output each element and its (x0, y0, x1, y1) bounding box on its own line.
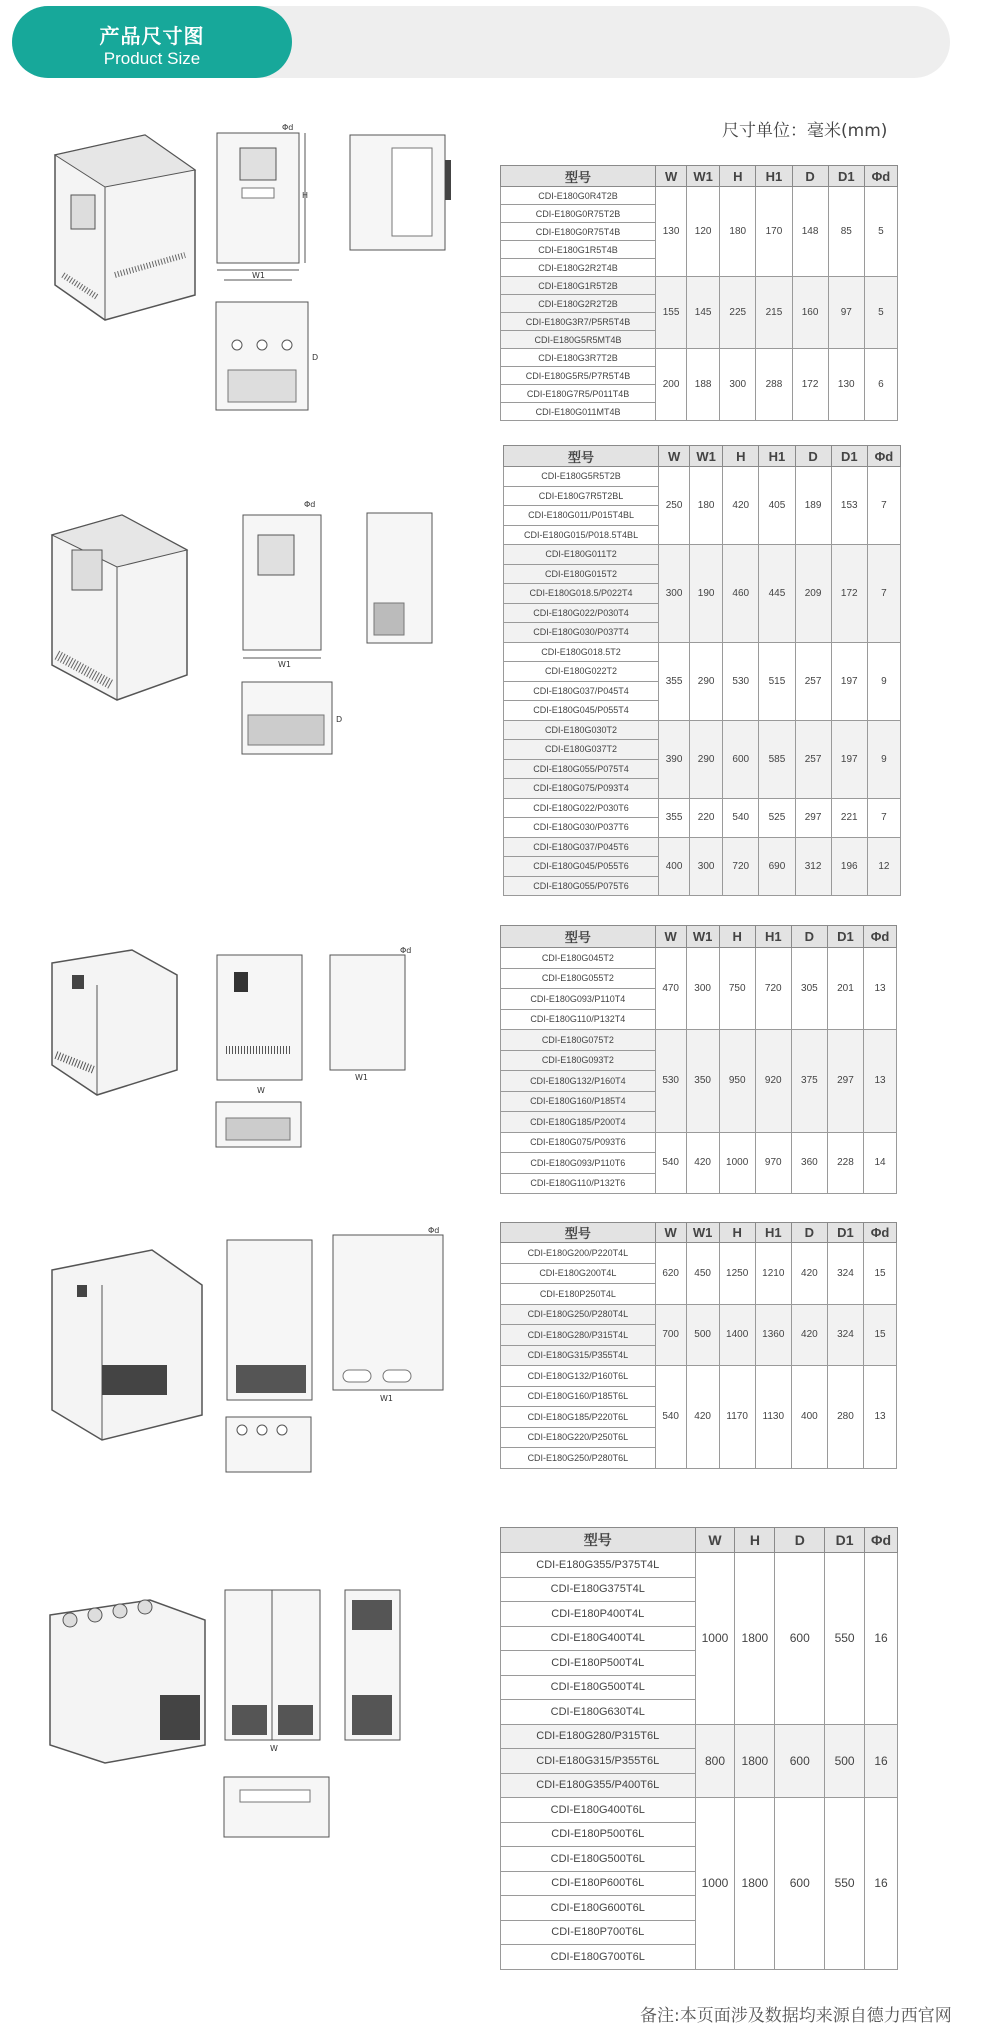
model-cell: CDI-E180G400T6L (501, 1798, 696, 1823)
dimension-cell: 360 (791, 1132, 827, 1194)
model-cell: CDI-E180G185/P220T6L (501, 1407, 656, 1428)
table-row (504, 642, 901, 662)
dimension-cell: 201 (827, 948, 863, 1030)
dimension-cell: 180 (720, 187, 756, 277)
table-header-cell: W (656, 166, 687, 187)
dim-label-w1-4: W1 (380, 1394, 393, 1403)
dimension-cell: 7 (867, 467, 900, 545)
table-row (501, 1724, 898, 1749)
model-cell: CDI-E180G500T4L (501, 1675, 696, 1700)
model-cell: CDI-E180G037/P045T4 (504, 681, 659, 701)
model-cell: CDI-E180G5R5T2B (504, 467, 659, 487)
model-cell: CDI-E180G011MT4B (501, 403, 656, 421)
model-cell: CDI-E180G037T2 (504, 740, 659, 760)
dimension-cell: 305 (791, 948, 827, 1030)
model-cell: CDI-E180G1R5T4B (501, 241, 656, 259)
dimension-cell: 180 (690, 467, 723, 545)
dimension-cell: 500 (825, 1724, 865, 1798)
dimension-cell: 420 (686, 1132, 719, 1194)
table-header-cell: H (735, 1528, 775, 1553)
table-row (504, 467, 901, 487)
table-header-cell: W1 (686, 926, 719, 948)
dimension-cell: 197 (831, 720, 867, 798)
dimension-cell: 540 (655, 1132, 686, 1194)
model-cell: CDI-E180G075T2 (501, 1030, 656, 1051)
model-cell: CDI-E180P700T6L (501, 1920, 696, 1945)
inverter-bottom-view-5 (220, 1775, 340, 1845)
dimension-cell: 720 (723, 837, 759, 896)
model-cell: CDI-E180G132/P160T6L (501, 1366, 656, 1387)
dimension-cell: 350 (686, 1030, 719, 1133)
dimension-cell: 215 (756, 277, 792, 349)
model-cell: CDI-E180G220/P250T6L (501, 1427, 656, 1448)
model-cell: CDI-E180G280/P315T6L (501, 1724, 696, 1749)
spec-table-1 (500, 165, 898, 421)
dimension-cell: 7 (867, 798, 900, 837)
model-cell: CDI-E180G7R5T2BL (504, 486, 659, 506)
dimension-cell: 620 (655, 1243, 686, 1305)
dimension-cell: 375 (791, 1030, 827, 1133)
table-header-cell: D (791, 926, 827, 948)
model-cell: CDI-E180G630T4L (501, 1700, 696, 1725)
dimension-cell: 7 (867, 545, 900, 643)
dimension-cell: 1250 (719, 1243, 755, 1305)
model-cell: CDI-E180G700T6L (501, 1945, 696, 1970)
model-cell: CDI-E180G037/P045T6 (504, 837, 659, 857)
model-cell: CDI-E180G0R4T2B (501, 187, 656, 205)
dim-label-h: H (302, 191, 309, 200)
model-cell: CDI-E180G5R5/P7R5T4B (501, 367, 656, 385)
dimension-cell: 1170 (719, 1366, 755, 1469)
dimension-cell: 550 (825, 1798, 865, 1970)
model-cell: CDI-E180G022T2 (504, 662, 659, 682)
dimension-cell: 13 (864, 1366, 897, 1469)
table-header-cell: W (655, 1223, 686, 1243)
model-cell: CDI-E180P500T6L (501, 1822, 696, 1847)
table-header-cell: D (792, 166, 828, 187)
model-cell: CDI-E180G160/P185T4 (501, 1091, 656, 1112)
table-header-cell: W (695, 1528, 735, 1553)
dimension-cell: 220 (690, 798, 723, 837)
dimension-cell: 145 (687, 277, 720, 349)
dimension-cell: 515 (759, 642, 795, 720)
dimension-cell: 290 (690, 720, 723, 798)
table-header-cell: H (723, 446, 759, 467)
inverter-iso-view-3 (42, 945, 182, 1105)
model-cell: CDI-E180G315/P355T6L (501, 1749, 696, 1774)
model-cell: CDI-E180G110/P132T4 (501, 1009, 656, 1030)
dim-label-phi-d-2: Φd (304, 500, 316, 509)
dimension-cell: 9 (867, 720, 900, 798)
model-cell: CDI-E180G200T4L (501, 1263, 656, 1284)
dimension-cell: 288 (756, 349, 792, 421)
model-cell: CDI-E180G160/P185T6L (501, 1386, 656, 1407)
dimension-cell: 297 (795, 798, 831, 837)
model-cell: CDI-E180G030T2 (504, 720, 659, 740)
dimension-cell: 324 (827, 1243, 863, 1305)
model-cell: CDI-E180G355/P400T6L (501, 1773, 696, 1798)
model-cell: CDI-E180G110/P132T6 (501, 1173, 656, 1194)
dimension-cell: 540 (723, 798, 759, 837)
table-header-cell: Φd (865, 1528, 898, 1553)
table-row (501, 1030, 897, 1051)
table-row (501, 1243, 897, 1264)
dimension-cell: 450 (686, 1243, 719, 1305)
model-cell: CDI-E180G400T4L (501, 1626, 696, 1651)
dim-label-w-5: W (270, 1744, 278, 1753)
inverter-iso-view-1 (35, 125, 205, 325)
dimension-cell: 445 (759, 545, 795, 643)
dimension-cell: 200 (656, 349, 687, 421)
model-cell: CDI-E180G015T2 (504, 564, 659, 584)
model-cell: CDI-E180P600T6L (501, 1871, 696, 1896)
table-header-cell: 型号 (501, 166, 656, 187)
dimension-cell: 530 (723, 642, 759, 720)
inverter-iso-view-5 (40, 1595, 210, 1765)
table-row (504, 798, 901, 818)
dimension-cell: 196 (831, 837, 867, 896)
inverter-iso-view-2 (42, 505, 192, 705)
dimension-cell: 13 (864, 1030, 897, 1133)
dimension-cell: 197 (831, 642, 867, 720)
table-header-cell: D (791, 1223, 827, 1243)
model-cell: CDI-E180G055/P075T6 (504, 876, 659, 896)
dimension-cell: 14 (864, 1132, 897, 1194)
dimension-cell: 720 (755, 948, 791, 1030)
dimension-cell: 312 (795, 837, 831, 896)
table-header-cell: Φd (864, 926, 897, 948)
inverter-side-view-3 (325, 945, 425, 1085)
table-header-cell: H (719, 1223, 755, 1243)
table-header-cell: D1 (828, 166, 864, 187)
table-row (501, 187, 898, 205)
dimension-cell: 1400 (719, 1304, 755, 1366)
table-row (501, 1366, 897, 1387)
model-cell: CDI-E180G075/P093T4 (504, 779, 659, 799)
model-cell: CDI-E180G250/P280T4L (501, 1304, 656, 1325)
dimension-cell: 525 (759, 798, 795, 837)
model-cell: CDI-E180G200/P220T4L (501, 1243, 656, 1264)
table-row (501, 1553, 898, 1578)
inverter-front-view-2 (238, 495, 338, 675)
inverter-iso-view-4 (42, 1245, 207, 1445)
dimension-cell: 400 (791, 1366, 827, 1469)
model-cell: CDI-E180G250/P280T6L (501, 1448, 656, 1469)
table-header-cell: W (659, 446, 690, 467)
model-cell: CDI-E180G0R75T2B (501, 205, 656, 223)
dimension-cell: 120 (687, 187, 720, 277)
model-cell: CDI-E180G022/P030T4 (504, 603, 659, 623)
dimension-cell: 172 (831, 545, 867, 643)
dimension-cell: 172 (792, 349, 828, 421)
dimension-cell: 97 (828, 277, 864, 349)
dim-label-phi-d: Φd (282, 123, 294, 132)
model-cell: CDI-E180P400T4L (501, 1602, 696, 1627)
dimension-cell: 170 (756, 187, 792, 277)
model-cell: CDI-E180G011T2 (504, 545, 659, 565)
dimension-cell: 1000 (695, 1798, 735, 1970)
dim-label-w1-3: W1 (355, 1073, 368, 1082)
table-header-cell: D1 (825, 1528, 865, 1553)
inverter-front-view-4 (222, 1235, 322, 1405)
model-cell: CDI-E180G132/P160T4 (501, 1071, 656, 1092)
model-cell: CDI-E180P500T4L (501, 1651, 696, 1676)
dimension-cell: 155 (656, 277, 687, 349)
model-cell: CDI-E180G045/P055T4 (504, 701, 659, 721)
dimension-cell: 85 (828, 187, 864, 277)
dimension-cell: 470 (655, 948, 686, 1030)
model-cell: CDI-E180G015/P018.5T4BL (504, 525, 659, 545)
model-cell: CDI-E180G011/P015T4BL (504, 506, 659, 526)
model-cell: CDI-E180G185/P200T4 (501, 1112, 656, 1133)
dimension-cell: 550 (825, 1553, 865, 1725)
section-title-pill (12, 6, 292, 78)
spec-table-4 (500, 1222, 897, 1469)
table-header-cell: 型号 (501, 1528, 696, 1553)
dimension-cell: 257 (795, 642, 831, 720)
table-header-cell: Φd (864, 1223, 897, 1243)
dimension-cell: 228 (827, 1132, 863, 1194)
dimension-cell: 6 (864, 349, 897, 421)
dimension-cell: 950 (719, 1030, 755, 1133)
dimension-cell: 12 (867, 837, 900, 896)
dim-label-d: D (312, 353, 319, 362)
section-title-en: Product Size (103, 49, 201, 68)
dimension-cell: 750 (719, 948, 755, 1030)
dimension-cell: 355 (659, 642, 690, 720)
model-cell: CDI-E180P250T4L (501, 1284, 656, 1305)
table-header-cell: H (720, 166, 756, 187)
inverter-front-view-3 (212, 950, 312, 1100)
table-header-cell: W1 (690, 446, 723, 467)
dimension-cell: 16 (865, 1724, 898, 1798)
dimension-cell: 600 (775, 1724, 825, 1798)
model-cell: CDI-E180G2R2T4B (501, 259, 656, 277)
dim-label-w: W1 (252, 271, 265, 280)
spec-table-5 (500, 1527, 898, 1970)
dimension-cell: 530 (655, 1030, 686, 1133)
dimension-cell: 160 (792, 277, 828, 349)
dimension-cell: 800 (695, 1724, 735, 1798)
dim-label-phi-d-4: Φd (428, 1226, 440, 1235)
table-row (501, 948, 897, 969)
model-cell: CDI-E180G055T2 (501, 968, 656, 989)
model-cell: CDI-E180G075/P093T6 (501, 1132, 656, 1153)
dimension-cell: 5 (864, 187, 897, 277)
dimension-cell: 460 (723, 545, 759, 643)
dimension-cell: 290 (690, 642, 723, 720)
dimension-cell: 1800 (735, 1553, 775, 1725)
dimension-cell: 5 (864, 277, 897, 349)
table-row (504, 720, 901, 740)
dimension-cell: 300 (720, 349, 756, 421)
model-cell: CDI-E180G315/P355T4L (501, 1345, 656, 1366)
dimension-cell: 540 (655, 1366, 686, 1469)
dimension-cell: 300 (659, 545, 690, 643)
dimension-cell: 16 (865, 1798, 898, 1970)
section-title-cn: 产品尺寸图 (99, 24, 205, 48)
model-cell: CDI-E180G045/P055T6 (504, 857, 659, 877)
dimension-cell: 1800 (735, 1724, 775, 1798)
dimension-cell: 420 (686, 1366, 719, 1469)
model-cell: CDI-E180G280/P315T4L (501, 1325, 656, 1346)
dimension-cell: 15 (864, 1243, 897, 1305)
dimension-cell: 690 (759, 837, 795, 896)
dimension-cell: 405 (759, 467, 795, 545)
model-cell: CDI-E180G093/P110T6 (501, 1153, 656, 1174)
dimension-cell: 324 (827, 1304, 863, 1366)
dim-label-w1-2: W1 (278, 660, 291, 669)
dimension-cell: 300 (686, 948, 719, 1030)
table-row (504, 545, 901, 565)
dim-label-phi-d-3: Φd (400, 946, 412, 955)
inverter-front-view-1 (212, 118, 312, 288)
table-row (501, 349, 898, 367)
table-header-cell: D (775, 1528, 825, 1553)
dimension-cell: 400 (659, 837, 690, 896)
dimension-cell: 189 (795, 467, 831, 545)
table-row (501, 1798, 898, 1823)
table-header-cell: W1 (687, 166, 720, 187)
model-cell: CDI-E180G093T2 (501, 1050, 656, 1071)
dimension-cell: 225 (720, 277, 756, 349)
table-header-cell: H (719, 926, 755, 948)
dimension-cell: 148 (792, 187, 828, 277)
table-row (501, 1304, 897, 1325)
dimension-cell: 420 (791, 1243, 827, 1305)
spec-table-3 (500, 925, 897, 1194)
table-header-cell: D1 (827, 1223, 863, 1243)
dimension-cell: 190 (690, 545, 723, 643)
inverter-bottom-view-4 (222, 1415, 322, 1475)
dimension-cell: 221 (831, 798, 867, 837)
dimension-cell: 1000 (719, 1132, 755, 1194)
dimension-cell: 209 (795, 545, 831, 643)
dimension-cell: 13 (864, 948, 897, 1030)
dimension-cell: 390 (659, 720, 690, 798)
inverter-side-view-5 (340, 1585, 410, 1755)
table-header-cell: 型号 (501, 926, 656, 948)
dimension-cell: 420 (791, 1304, 827, 1366)
table-header-cell: 型号 (504, 446, 659, 467)
dimension-cell: 280 (827, 1366, 863, 1469)
table-header-cell: Φd (867, 446, 900, 467)
table-row (504, 837, 901, 857)
inverter-side-view-4 (328, 1225, 453, 1405)
model-cell: CDI-E180G018.5T2 (504, 642, 659, 662)
model-cell: CDI-E180G3R7/P5R5T4B (501, 313, 656, 331)
dimension-cell: 585 (759, 720, 795, 798)
model-cell: CDI-E180G5R5MT4B (501, 331, 656, 349)
table-header-cell: H1 (759, 446, 795, 467)
inverter-front-view-5 (220, 1585, 330, 1755)
dimension-cell: 153 (831, 467, 867, 545)
model-cell: CDI-E180G018.5/P022T4 (504, 584, 659, 604)
model-cell: CDI-E180G030/P037T6 (504, 818, 659, 838)
model-cell: CDI-E180G600T6L (501, 1896, 696, 1921)
dimension-cell: 970 (755, 1132, 791, 1194)
dimension-cell: 1210 (755, 1243, 791, 1305)
dimension-cell: 600 (775, 1798, 825, 1970)
model-cell: CDI-E180G375T4L (501, 1577, 696, 1602)
dimension-cell: 920 (755, 1030, 791, 1133)
dimension-cell: 700 (655, 1304, 686, 1366)
spec-table-2 (503, 445, 901, 896)
dimension-cell: 500 (686, 1304, 719, 1366)
model-cell: CDI-E180G3R7T2B (501, 349, 656, 367)
dimension-cell: 188 (687, 349, 720, 421)
table-row (501, 1132, 897, 1153)
dimension-cell: 355 (659, 798, 690, 837)
dimension-cell: 1800 (735, 1798, 775, 1970)
model-cell: CDI-E180G093/P110T4 (501, 989, 656, 1010)
dimension-cell: 1130 (755, 1366, 791, 1469)
footnote: 备注:本页面涉及数据均来源自德力西官网 (640, 2006, 952, 2026)
dimension-cell: 130 (828, 349, 864, 421)
inverter-bottom-view-1 (212, 300, 322, 415)
unit-label: 尺寸单位：毫米(mm) (722, 121, 888, 141)
model-cell: CDI-E180G1R5T2B (501, 277, 656, 295)
table-header-cell: Φd (864, 166, 897, 187)
table-header-cell: D1 (827, 926, 863, 948)
table-header-cell: 型号 (501, 1223, 656, 1243)
table-header-cell: H1 (755, 926, 791, 948)
model-cell: CDI-E180G0R75T4B (501, 223, 656, 241)
dimension-cell: 420 (723, 467, 759, 545)
dimension-cell: 257 (795, 720, 831, 798)
model-cell: CDI-E180G055/P075T4 (504, 759, 659, 779)
model-cell: CDI-E180G2R2T2B (501, 295, 656, 313)
inverter-bottom-view-3 (212, 1100, 312, 1150)
dimension-cell: 9 (867, 642, 900, 720)
dimension-cell: 297 (827, 1030, 863, 1133)
table-header-cell: H1 (755, 1223, 791, 1243)
inverter-bottom-view-2 (238, 680, 348, 760)
table-header-cell: H1 (756, 166, 792, 187)
dimension-cell: 250 (659, 467, 690, 545)
dimension-cell: 16 (865, 1553, 898, 1725)
dimension-cell: 15 (864, 1304, 897, 1366)
dim-label-w-3: W (257, 1086, 265, 1095)
dimension-cell: 300 (690, 837, 723, 896)
dimension-cell: 600 (775, 1553, 825, 1725)
dimension-cell: 1000 (695, 1553, 735, 1725)
table-header-cell: W1 (686, 1223, 719, 1243)
table-row (501, 277, 898, 295)
dimension-cell: 1360 (755, 1304, 791, 1366)
dimension-cell: 130 (656, 187, 687, 277)
model-cell: CDI-E180G7R5/P011T4B (501, 385, 656, 403)
inverter-side-view-1 (345, 130, 455, 260)
model-cell: CDI-E180G030/P037T4 (504, 623, 659, 643)
table-header-cell: W (655, 926, 686, 948)
table-header-cell: D (795, 446, 831, 467)
table-header-cell: D1 (831, 446, 867, 467)
model-cell: CDI-E180G355/P375T4L (501, 1553, 696, 1578)
inverter-side-view-2 (362, 508, 442, 658)
dim-label-d-2: D (336, 715, 343, 724)
model-cell: CDI-E180G022/P030T6 (504, 798, 659, 818)
model-cell: CDI-E180G500T6L (501, 1847, 696, 1872)
model-cell: CDI-E180G045T2 (501, 948, 656, 969)
dimension-cell: 600 (723, 720, 759, 798)
